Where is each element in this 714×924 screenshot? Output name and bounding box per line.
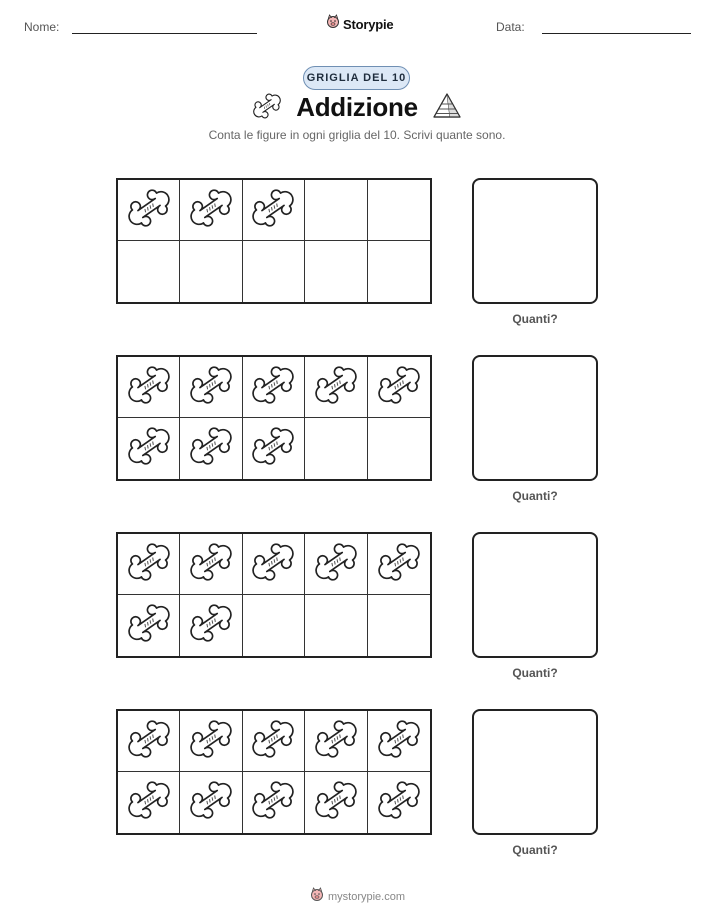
ten-frame-cell (305, 418, 367, 479)
ten-frame-cell (368, 711, 430, 772)
ten-frame-cell (180, 772, 242, 833)
pig-mascot-icon (326, 14, 340, 34)
answer-box[interactable] (472, 532, 598, 658)
bone-icon (190, 364, 232, 411)
bone-icon (378, 541, 420, 588)
pig-mascot-icon (310, 887, 324, 907)
ten-frame-cell (243, 241, 305, 302)
bone-icon (190, 187, 232, 234)
ten-frame-cell (368, 772, 430, 833)
bone-icon (378, 364, 420, 411)
quanti-label: Quanti? (512, 843, 558, 857)
date-line[interactable] (542, 33, 691, 34)
ten-frame-cell (368, 534, 430, 595)
ten-frame-cell (180, 595, 242, 656)
bone-icon (315, 718, 357, 765)
ten-frame (116, 178, 432, 304)
instructions: Conta le figure in ogni griglia del 10. Scrivi quante sono. (208, 128, 506, 142)
ten-frame (116, 709, 432, 835)
ten-frame-cell (368, 357, 430, 418)
name-label: Nome: (24, 20, 60, 34)
bone-icon (252, 718, 294, 765)
ten-frame-cell (118, 534, 180, 595)
ten-frame-cell (118, 180, 180, 241)
bone-icon (128, 425, 170, 472)
bone-icon (190, 602, 232, 649)
quanti-label: Quanti? (512, 489, 558, 503)
bone-icon (128, 779, 170, 826)
bone-icon (252, 541, 294, 588)
footer (310, 887, 405, 907)
ten-frame-cell (243, 711, 305, 772)
page-title: Addizione (296, 92, 418, 122)
ten-frame-cell (180, 534, 242, 595)
answer-box[interactable] (472, 709, 598, 835)
ten-frame-cell (243, 595, 305, 656)
ten-frame-cell (118, 772, 180, 833)
date-label: Data: (496, 20, 525, 34)
ten-frame-cell (305, 534, 367, 595)
ten-frame-cell (305, 711, 367, 772)
ten-frame-cell (368, 595, 430, 656)
ten-frame-cell (118, 711, 180, 772)
ten-frame-cell (243, 772, 305, 833)
quanti-label: Quanti? (512, 666, 558, 680)
ten-frame-cell (305, 772, 367, 833)
brand-logo (326, 14, 393, 34)
ten-frame-cell (118, 418, 180, 479)
ten-frame-cell (118, 595, 180, 656)
bone-icon (190, 541, 232, 588)
ten-frame-cell (368, 241, 430, 302)
bone-icon (378, 718, 420, 765)
bone-icon (128, 602, 170, 649)
bone-icon (190, 718, 232, 765)
bone-icon (252, 425, 294, 472)
bone-icon (315, 541, 357, 588)
bone-icon (252, 364, 294, 411)
answer-box[interactable] (472, 355, 598, 481)
ten-frame-cell (305, 357, 367, 418)
pyramid-icon (432, 92, 462, 125)
ten-frame-cell (118, 357, 180, 418)
name-line[interactable] (72, 33, 257, 34)
answer-box[interactable] (472, 178, 598, 304)
brand-name: Storypie (343, 16, 394, 32)
ten-frame-cell (180, 357, 242, 418)
bone-icon (190, 425, 232, 472)
ten-frame-cell (243, 357, 305, 418)
ten-frame-cell (305, 595, 367, 656)
ten-frame-badge: GRIGLIA DEL 10 (303, 66, 410, 90)
ten-frame-cell (243, 418, 305, 479)
ten-frame-cell (180, 180, 242, 241)
bone-icon (315, 364, 357, 411)
ten-frame (116, 532, 432, 658)
ten-frame-cell (180, 711, 242, 772)
bone-icon (252, 187, 294, 234)
bone-icon (190, 779, 232, 826)
bone-icon (315, 779, 357, 826)
ten-frame-cell (368, 418, 430, 479)
footer-url[interactable]: mystorypie.com (328, 891, 406, 903)
bone-icon (128, 718, 170, 765)
ten-frame-cell (368, 180, 430, 241)
ten-frame-cell (305, 180, 367, 241)
ten-frame-cell (180, 418, 242, 479)
ten-frame-cell (180, 241, 242, 302)
bone-icon (128, 364, 170, 411)
bone-icon (378, 779, 420, 826)
bone-icon (128, 187, 170, 234)
ten-frame-cell (118, 241, 180, 302)
ten-frame-cell (243, 180, 305, 241)
ten-frame (116, 355, 432, 481)
bone-icon (252, 779, 294, 826)
ten-frame-cell (305, 241, 367, 302)
bone-icon (128, 541, 170, 588)
quanti-label: Quanti? (512, 312, 558, 326)
ten-frame-cell (243, 534, 305, 595)
